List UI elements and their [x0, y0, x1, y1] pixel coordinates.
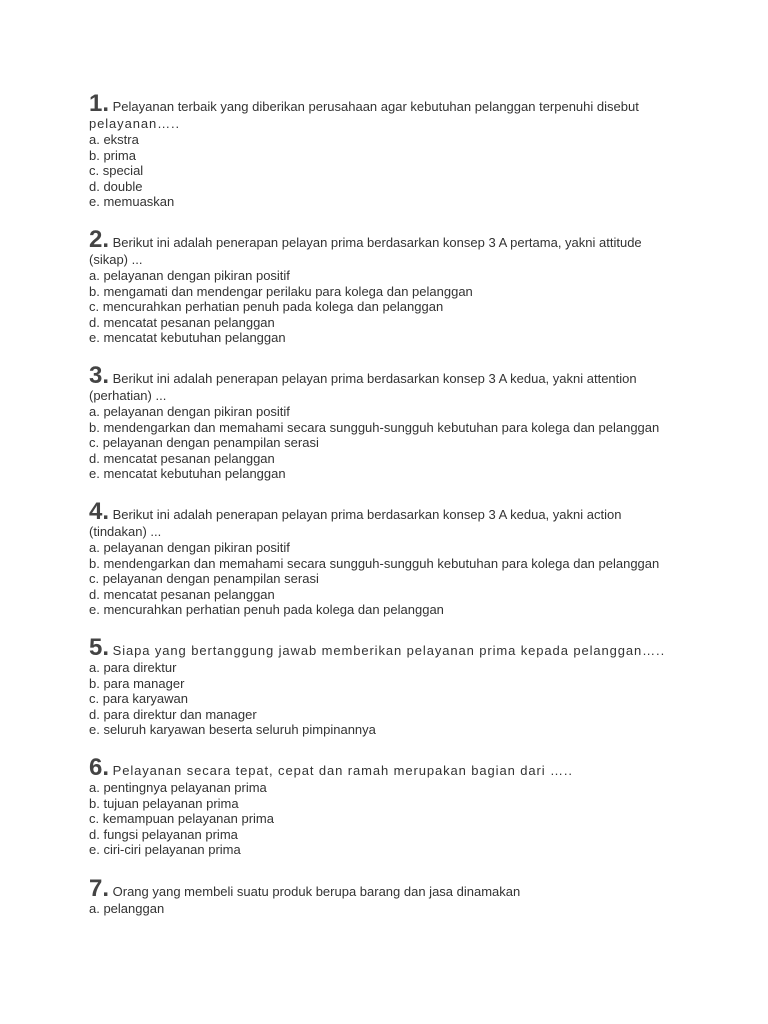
question-4 [89, 500, 689, 618]
question-1 [89, 92, 689, 210]
options-list [89, 780, 689, 858]
question-number: 2. [89, 226, 110, 253]
question-3-heading [89, 364, 689, 388]
question-5 [89, 636, 689, 738]
option-c: c. kemampuan pelayanan prima [89, 811, 274, 827]
question-7 [89, 877, 689, 917]
question-number: 5. [89, 634, 110, 661]
question-3 [89, 364, 689, 482]
question-text: Orang yang membeli suatu produk berupa barang dan jasa dinamakan [112, 884, 521, 899]
question-number: 7. [89, 875, 110, 902]
option-a: a. para direktur [89, 660, 177, 675]
question-2-heading [89, 228, 689, 252]
question-text-continuation: (tindakan) ... [89, 524, 162, 539]
option-e: e. ciri-ciri pelayanan prima [89, 842, 241, 858]
question-4-heading [89, 500, 689, 524]
option-e: e. memuaskan [89, 194, 175, 210]
options-list [89, 268, 689, 346]
question-number: 4. [89, 498, 110, 525]
question-text: Pelayanan secara tepat, cepat dan ramah merupakan bagian dari ….. [112, 763, 573, 778]
option-d: d. fungsi pelayanan prima [89, 826, 238, 842]
question-text: Siapa yang bertanggung jawab memberikan pelayanan prima kepada pelanggan….. [112, 643, 666, 658]
question-1-heading [89, 92, 689, 116]
question-text: Berikut ini adalah penerapan pelayan prima berdasarkan konsep 3 A pertama, yakni attitude [112, 235, 642, 250]
question-2 [89, 228, 689, 346]
question-text-continuation: (sikap) ... [89, 252, 143, 267]
option-a: a. pelayanan dengan pikiran positif [89, 540, 290, 555]
option-c: c. pelayanan dengan penampilan serasi [89, 435, 319, 451]
option-b: b. para manager [89, 675, 185, 691]
option-a: a. pelayanan dengan pikiran positif [89, 404, 290, 419]
question-6-heading [89, 756, 689, 780]
question-text: Berikut ini adalah penerapan pelayan prima berdasarkan konsep 3 A kedua, yakni action [112, 507, 622, 522]
option-e: e. mencurahkan perhatian penuh pada kolega dan pelanggan [89, 602, 444, 618]
option-c: c. special [89, 163, 144, 179]
option-a: a. ekstra [89, 132, 139, 147]
option-c: c. pelayanan dengan penampilan serasi [89, 571, 319, 587]
question-number: 1. [89, 90, 110, 117]
options-list [89, 540, 689, 618]
option-e: e. seluruh karyawan beserta seluruh pimpinannya [89, 722, 376, 738]
options-list [89, 660, 689, 738]
question-text-continuation: (perhatian) ... [89, 388, 167, 403]
option-b: b. tujuan pelayanan prima [89, 795, 239, 811]
option-b: b. mengamati dan mendengar perilaku para kolega dan pelanggan [89, 283, 473, 299]
question-text: Pelayanan terbaik yang diberikan perusahaan agar kebutuhan pelanggan terpenuhi disebut [112, 99, 639, 114]
option-d: d. para direktur dan manager [89, 706, 257, 722]
option-c: c. para karyawan [89, 691, 188, 707]
option-d: d. double [89, 178, 143, 194]
option-d: d. mencatat pesanan pelanggan [89, 314, 275, 330]
question-6 [89, 756, 689, 858]
question-7-heading [89, 877, 689, 901]
option-b: b. prima [89, 147, 136, 163]
option-e: e. mencatat kebutuhan pelanggan [89, 466, 286, 482]
options-list [89, 132, 689, 210]
options-list [89, 404, 689, 482]
option-c: c. mencurahkan perhatian penuh pada kolega dan pelanggan [89, 299, 444, 315]
question-text-continuation: pelayanan….. [89, 116, 181, 131]
option-d: d. mencatat pesanan pelanggan [89, 586, 275, 602]
question-number: 6. [89, 754, 110, 781]
option-d: d. mencatat pesanan pelanggan [89, 450, 275, 466]
option-b: b. mendengarkan dan memahami secara sungguh-sungguh kebutuhan para kolega dan pelanggan [89, 555, 660, 571]
option-a: a. pelanggan [89, 901, 165, 916]
question-number: 3. [89, 362, 110, 389]
options-list [89, 901, 689, 917]
option-b: b. mendengarkan dan memahami secara sungguh-sungguh kebutuhan para kolega dan pelanggan [89, 419, 660, 435]
question-5-heading [89, 636, 689, 660]
option-a: a. pentingnya pelayanan prima [89, 780, 267, 795]
option-a: a. pelayanan dengan pikiran positif [89, 268, 290, 283]
question-text: Berikut ini adalah penerapan pelayan prima berdasarkan konsep 3 A kedua, yakni attention [112, 371, 637, 386]
option-e: e. mencatat kebutuhan pelanggan [89, 330, 286, 346]
